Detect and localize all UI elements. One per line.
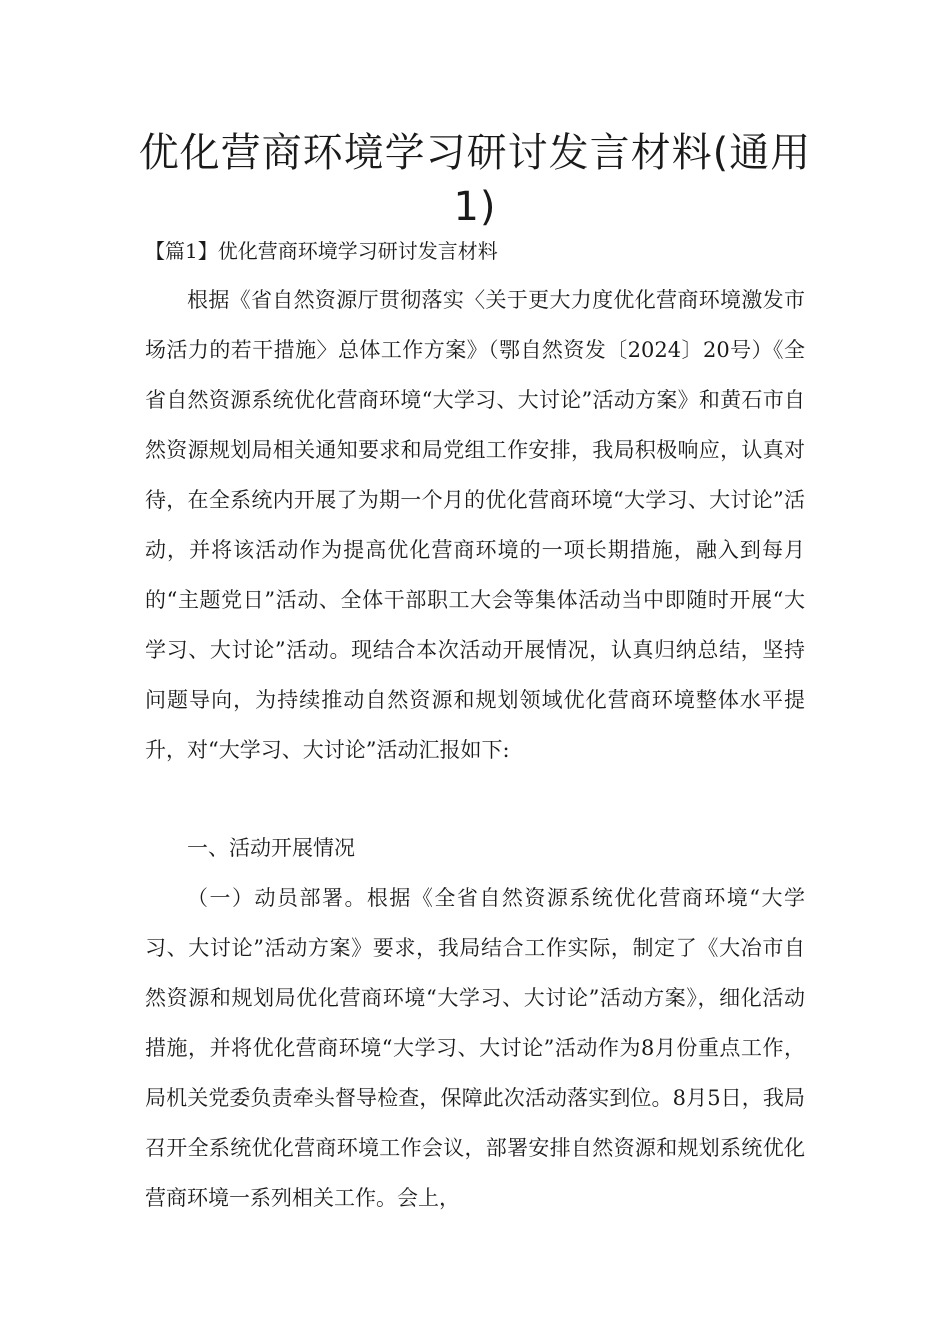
- body-paragraph: 根据《省自然资源厅贯彻落实〈关于更大力度优化营商环境激发市场活力的若干措施〉总体工作方案》（鄂自然资发〔2024〕20号）《全省自然资源系统优化营商环境“大学习、大讨论”活动方案》和黄石市自然资源规划局相关通知要求和局党组工作安排，我局积极响应，认真对待，在全系统内开展了为期一个月的优化营商环境“大学习、大讨论”活动，并将该活动作为提高优化营商环境的一项长期措施，融入到每月的“主题党日”活动、全体干部职工大会等集体活动当中即随时开展“大学习、大讨论”活动。现结合本次活动开展情况，认真归纳总结，坚持问题导向，为持续推动自然资源和规划领域优化营商环境整体水平提升，对“大学习、大讨论”活动汇报如下:: [145, 288, 805, 762]
- section-label: 【篇1】优化营商环境学习研讨发言材料: [145, 239, 498, 263]
- section-heading: 一、活动开展情况: [187, 836, 355, 860]
- document-title: 优化营商环境学习研讨发言材料(通用1): [138, 130, 812, 230]
- body-paragraph: （一）动员部署。根据《全省自然资源系统优化营商环境“大学习、大讨论”活动方案》要求，我局结合工作实际，制定了《大冶市自然资源和规划局优化营商环境“大学习、大讨论”活动方案》，细化活动措施，并将优化营商环境“大学习、大讨论”活动作为8月份重点工作，局机关党委负责牵头督导检查，保障此次活动落实到位。8月5日，我局召开全系统优化营商环境工作会议，部署安排自然资源和规划系统优化营商环境一系列相关工作。会上，: [145, 886, 805, 1210]
